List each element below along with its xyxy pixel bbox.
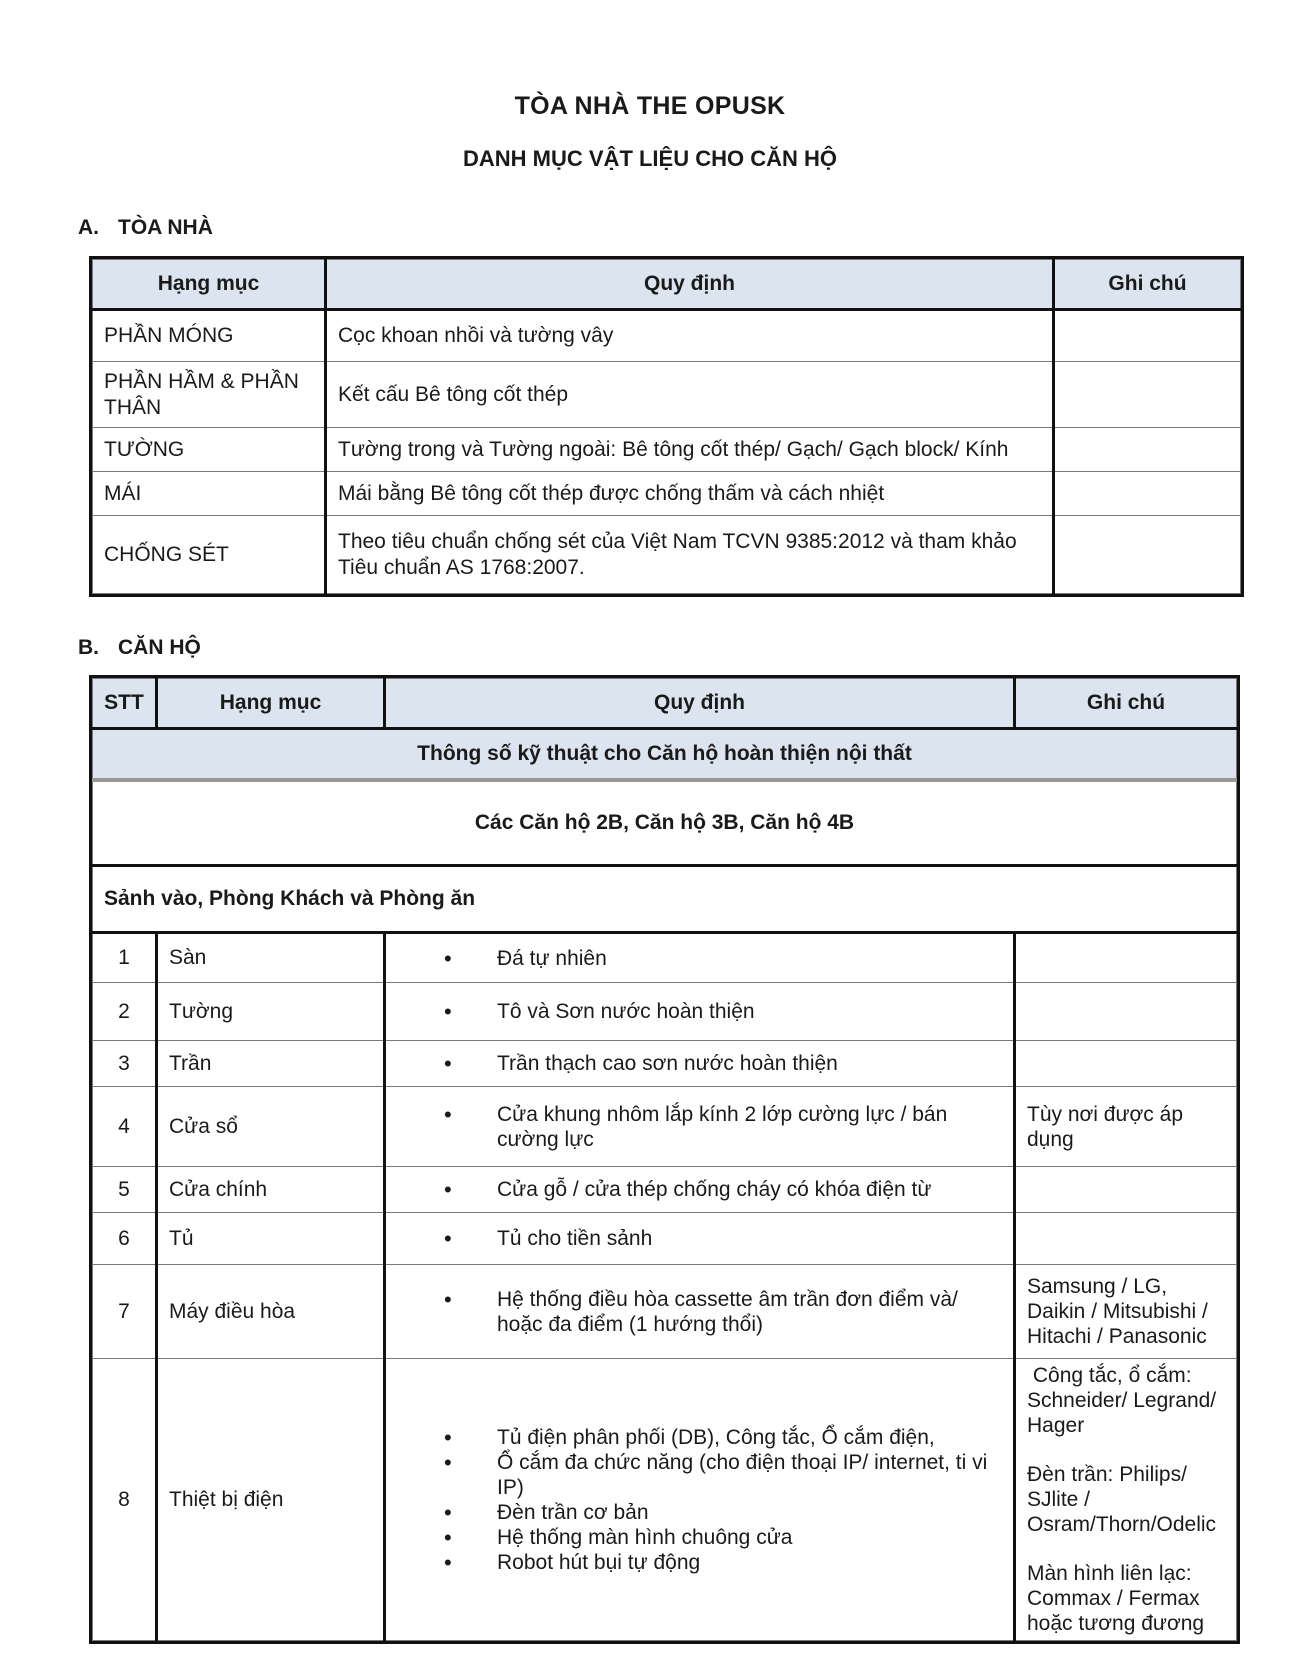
header-note: Ghi chú xyxy=(1054,260,1241,310)
note-intercom: Màn hình liên lạc: Commax / Fermax hoặc tương đương xyxy=(1027,1562,1205,1635)
apartment-group-title: Các Căn hộ 2B, Căn hộ 3B, Căn hộ 4B xyxy=(93,780,1237,866)
apartment-table xyxy=(92,678,1237,1641)
row-stt: 1 xyxy=(93,933,157,983)
row-item: Sàn xyxy=(157,933,385,983)
table-row xyxy=(93,428,1241,472)
row-note xyxy=(1015,983,1237,1041)
table-row xyxy=(93,983,1237,1041)
row-spec xyxy=(385,1087,1015,1167)
row-item: PHẦN HẦM & PHẦN THÂN xyxy=(93,362,326,428)
table-row xyxy=(93,310,1241,362)
document-title: TÒA NHÀ THE OPUSK xyxy=(514,92,786,120)
spec-bullet: • Đá tự nhiên xyxy=(397,946,1002,971)
row-note xyxy=(1054,516,1241,594)
row-item: Máy điều hòa xyxy=(157,1265,385,1359)
row-stt: 8 xyxy=(93,1359,157,1641)
row-item: Trần xyxy=(157,1041,385,1087)
table-header-row xyxy=(93,679,1237,729)
row-stt: 7 xyxy=(93,1265,157,1359)
row-spec xyxy=(385,1167,1015,1213)
row-spec xyxy=(385,1265,1015,1359)
row-item: TƯỜNG xyxy=(93,428,326,472)
spec-bullet: • Tủ cho tiền sảnh xyxy=(397,1226,1002,1251)
spec-bullet: • Ổ cắm đa chức năng (cho điện thoại IP/ internet, ti vi IP) xyxy=(397,1450,1002,1500)
spec-bullet: • Hệ thống điều hòa cassette âm trần đơn điểm và/ hoặc đa điểm (1 hướng thổi) xyxy=(397,1287,1002,1337)
row-item: Tủ xyxy=(157,1213,385,1265)
section-b-letter: B. xyxy=(78,636,99,659)
area-title: Sảnh vào, Phòng Khách và Phòng ăn xyxy=(93,866,1237,933)
row-note xyxy=(1054,310,1241,362)
row-stt: 2 xyxy=(93,983,157,1041)
row-item: Cửa chính xyxy=(157,1167,385,1213)
table-row xyxy=(93,1359,1237,1641)
row-note xyxy=(1054,472,1241,516)
spec-bullet: • Tô và Sơn nước hoàn thiện xyxy=(397,999,1002,1024)
header-note: Ghi chú xyxy=(1015,679,1237,729)
row-note: Tùy nơi được áp dụng xyxy=(1015,1087,1237,1167)
table-row xyxy=(93,1167,1237,1213)
area-title-row xyxy=(93,866,1237,933)
spec-bullet: • Hệ thống màn hình chuông cửa xyxy=(397,1525,1002,1550)
row-spec xyxy=(385,1041,1015,1087)
row-item: CHỐNG SÉT xyxy=(93,516,326,594)
spec-bullet: • Robot hút bụi tự động xyxy=(397,1550,1002,1575)
header-stt: STT xyxy=(93,679,157,729)
building-table xyxy=(92,259,1241,594)
row-stt: 4 xyxy=(93,1087,157,1167)
spec-title: Thông số kỹ thuật cho Căn hộ hoàn thiện nội thất xyxy=(93,729,1237,781)
row-stt: 6 xyxy=(93,1213,157,1265)
row-stt: 5 xyxy=(93,1167,157,1213)
spec-bullet: • Cửa gỗ / cửa thép chống cháy có khóa điện từ xyxy=(397,1177,1002,1202)
table-row xyxy=(93,1087,1237,1167)
note-lights: Đèn trần: Philips/ SJlite / Osram/Thorn/Odelic xyxy=(1027,1463,1217,1536)
row-item: PHẦN MÓNG xyxy=(93,310,326,362)
table-row xyxy=(93,472,1241,516)
row-spec xyxy=(385,933,1015,983)
row-spec xyxy=(385,983,1015,1041)
note-switches: Công tắc, ổ cắm: Schneider/ Legrand/ Hager xyxy=(1027,1364,1222,1437)
header-item: Hạng mục xyxy=(93,260,326,310)
header-spec: Quy định xyxy=(326,260,1054,310)
table-row xyxy=(93,516,1241,594)
spec-bullet: • Tủ điện phân phối (DB), Công tắc, Ổ cắm điện, xyxy=(397,1425,1002,1450)
spec-bullet: • Trần thạch cao sơn nước hoàn thiện xyxy=(397,1051,1002,1076)
row-spec: Tường trong và Tường ngoài: Bê tông cốt thép/ Gạch/ Gạch block/ Kính xyxy=(326,428,1054,472)
section-a-letter: A. xyxy=(78,216,99,239)
row-note: Samsung / LG, Daikin / Mitsubishi / Hitachi / Panasonic xyxy=(1015,1265,1237,1359)
section-b-heading xyxy=(78,636,201,660)
group-title-row xyxy=(93,780,1237,866)
section-a-title: TÒA NHÀ xyxy=(118,216,213,239)
header-item: Hạng mục xyxy=(157,679,385,729)
row-item: MÁI xyxy=(93,472,326,516)
row-spec xyxy=(385,1213,1015,1265)
row-note xyxy=(1015,1359,1237,1641)
table-row xyxy=(93,1041,1237,1087)
table-row xyxy=(93,362,1241,428)
table-row xyxy=(93,1265,1237,1359)
spec-title-row xyxy=(93,729,1237,781)
row-spec: Mái bằng Bê tông cốt thép được chống thấm và cách nhiệt xyxy=(326,472,1054,516)
row-spec xyxy=(385,1359,1015,1641)
table-header-row xyxy=(93,260,1241,310)
row-note xyxy=(1015,1041,1237,1087)
section-a-heading xyxy=(78,216,213,240)
row-note xyxy=(1015,1213,1237,1265)
row-spec: Cọc khoan nhồi và tường vây xyxy=(326,310,1054,362)
table-row xyxy=(93,1213,1237,1265)
row-note xyxy=(1054,362,1241,428)
row-item: Tường xyxy=(157,983,385,1041)
row-item: Thiệt bị điện xyxy=(157,1359,385,1641)
row-note xyxy=(1054,428,1241,472)
section-b-title: CĂN HỘ xyxy=(118,636,201,659)
row-spec: Theo tiêu chuẩn chống sét của Việt Nam TCVN 9385:2012 và tham khảo Tiêu chuẩn AS 1768:2007. xyxy=(326,516,1054,594)
row-item: Cửa sổ xyxy=(157,1087,385,1167)
table-row xyxy=(93,933,1237,983)
row-stt: 3 xyxy=(93,1041,157,1087)
row-note xyxy=(1015,933,1237,983)
document-subtitle: DANH MỤC VẬT LIỆU CHO CĂN HỘ xyxy=(463,146,837,171)
row-spec: Kết cấu Bê tông cốt thép xyxy=(326,362,1054,428)
spec-bullet: • Đèn trần cơ bản xyxy=(397,1500,1002,1525)
header-spec: Quy định xyxy=(385,679,1015,729)
row-note xyxy=(1015,1167,1237,1213)
spec-bullet: • Cửa khung nhôm lắp kính 2 lớp cường lực / bán cường lực xyxy=(397,1102,1002,1152)
